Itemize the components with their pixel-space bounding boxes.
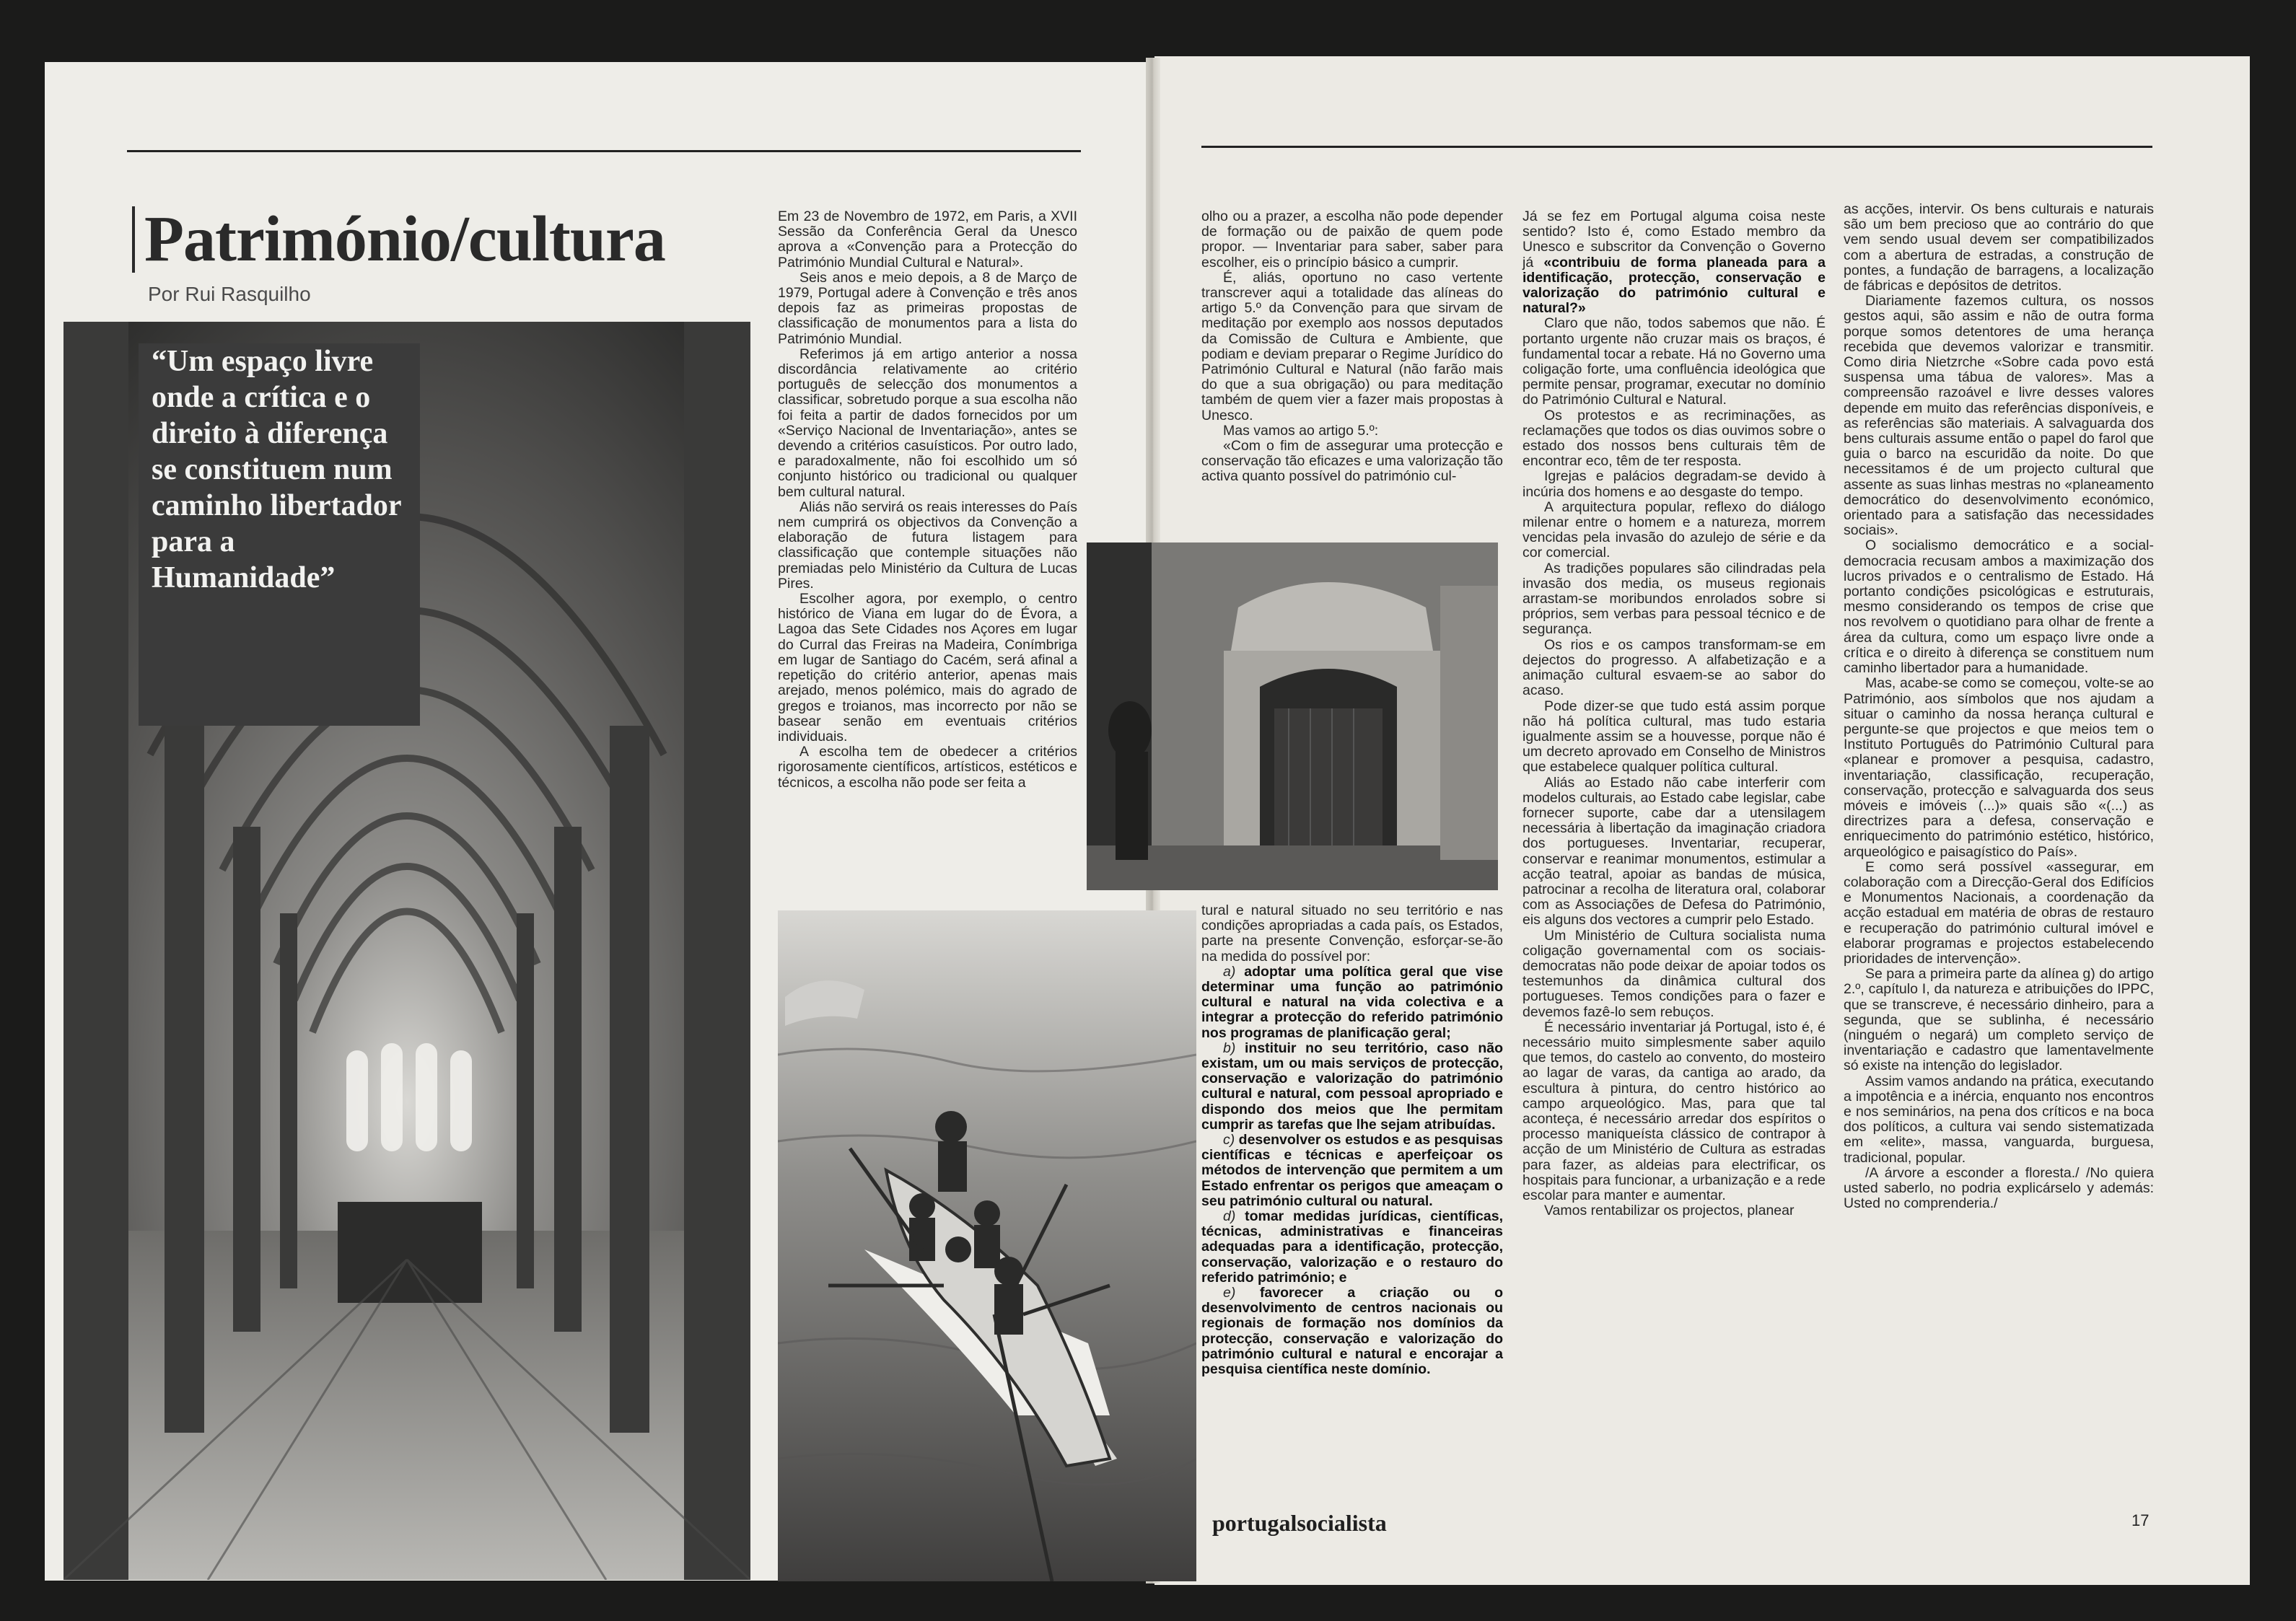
paragraph: olho ou a prazer, a escolha não pode depender de formação ou de paixão de quem pode propor. — Inventariar para saber, saber para escolher, eis o princípio básico a cumprir.: [1201, 208, 1503, 271]
article-column-1: [778, 209, 1077, 791]
article-column-4: [1844, 202, 2154, 1211]
ruined-doorway-photo: [1087, 542, 1498, 890]
paragraph: É, aliás, oportuno no caso vertente transcrever aqui a totalidade das alíneas do artigo 5.º da Convenção para que sirvam de meditação por exemplo aos nossos deputados da Comissão de Cultura e Ambiente, que podiam e deviam preparar o Regime Jurídico do Património Cultural e Natural (não farão mais do que a sua obrigação) ou para meditação também de quem vier a fazer mais propostas à Unesco.: [1201, 269, 1503, 423]
emphasis: «contribuiu de forma planeada para a identificação, protecção, conservação e valorização do património cultural e natural?»: [1522, 254, 1826, 317]
list-item: [1201, 965, 1503, 1041]
paragraph: E como será possível «assegurar, em colaboração com a Direcção-Geral dos Edifícios e Monumentos Nacionais, a coordenação da acção estadual em matéria de obras de restauro e recuperação do património cultural imóvel e elaborar programas e projectos estabelecendo prioridades de intervenção».: [1844, 858, 2154, 967]
paragraph: A arquitectura popular, reflexo do diálogo milenar entre o homem e a natureza, morrem vencidas pela invasão do azulejo de série e da cor comercial.: [1522, 498, 1826, 561]
page-title: Património/cultura: [144, 203, 665, 275]
paragraph: «Com o fim de assegurar uma protecção e conservação tão eficazes e uma valorização tão activa quanto possível do património cul-: [1201, 438, 1503, 485]
pull-quote-box: [139, 343, 420, 726]
paragraph: Se para a primeira parte da alínea g) do artigo 2.º, capítulo I, da natureza e atribuições do IPPC, que se transcreve, é necessário dinheiro, para a segunda, que se sublinha, é necessário (ninguém o negará) um completo serviço de inventariação e cadastro que lamentavelmente só existe na intenção do legislador.: [1844, 966, 2154, 1074]
article-column-2-bottom: [1201, 903, 1503, 1377]
list-item: [1201, 1133, 1503, 1209]
paragraph: Em 23 de Novembro de 1972, em Paris, a XVII Sessão da Conferência Geral da Unesco aprova a «Convenção para a Protecção do Património Mundial Cultural e Natural».: [778, 208, 1077, 271]
item-letter: a): [1223, 963, 1236, 980]
item-letter: e): [1223, 1285, 1236, 1301]
paragraph: as acções, intervir. Os bens culturais e naturais são um bem precioso que ao contrário do que vem sendo usual devem ser compatibilizados com a abertura de estradas, a construção de pontes, a fundação de barragens, a localização de fábricas e depósitos de detritos.: [1844, 201, 2154, 294]
item-letter: d): [1223, 1208, 1236, 1225]
item-letter: b): [1223, 1040, 1236, 1056]
title-accent-bar: [132, 206, 135, 273]
item-text: instituir no seu território, caso não existam, um ou mais serviços de protecção, conservação e valorização do património cultural e natural, com pessoal apropriado e dispondo dos meios que lhe permitam cumprir as tarefas que lhe sejam atribuídas.: [1201, 1040, 1503, 1133]
header-rule-left: [127, 150, 1081, 152]
article-column-3: [1522, 209, 1826, 1218]
paragraph: A escolha tem de obedecer a critérios rigorosamente científicos, artísticos, estéticos e técnicos, a escolha não pode ser feita a: [778, 744, 1077, 791]
item-text: favorecer a criação ou o desenvolvimento de centros nacionais ou regionais de formação nos domínios da protecção, conservação e valorização do património cultural e natural e encorajar a pesquisa científica neste domínio.: [1201, 1285, 1503, 1378]
item-text: desenvolver os estudos e as pesquisas científicas e técnicas e aperfeiçoar os métodos de intervenção que permitem a um Estado enfrentar os perigos que ameaçam o seu património cultural ou natural.: [1201, 1132, 1504, 1209]
paragraph-lead: Já se fez em Portugal alguma coisa neste sentido? Isto é, como Estado membro da Unesco e subscritor da Convenção o Governo já: [1522, 208, 1826, 271]
publication-logo: portugalsocialista: [1212, 1510, 1387, 1536]
byline: Por Rui Rasquilho: [148, 283, 311, 305]
paragraph: Mas, acabe-se como se começou, volte-se ao Património, aos símbolos que nos ajudam a situar o caminho da nossa herança cultural e pergunte-se que projectos e que meios tem o Instituto Português do Património Cultural para «planear e promover a pesquisa, cadastro, inventariação, classificação, recuperação, conservação, protecção e salvaguarda dos seus móveis e imóveis (...)» quais são «(...) as directrizes para a defesa, conservação e enriquecimento do património estético, histórico, arqueológico e paisagístico do País».: [1844, 675, 2154, 860]
list-item: [1201, 1209, 1503, 1286]
paragraph: Assim vamos andando na prática, executando a impotência e a inércia, enquanto nos encontros e nos seminários, na pena dos críticos e na boca dos políticos, a cultura vai sendo sistematizada em «elite», massa, vanguarda, burguesa, tradicional, popular.: [1844, 1073, 2154, 1166]
paragraph: É necessário inventariar já Portugal, isto é, é necessário muito simplesmente saber aquilo que temos, do castelo ao convento, do mosteiro ao lagar de varas, da cantiga ao arado, da escultura à pintura, do centro histórico ao campo arqueológico. Mas, para que tal aconteça, é necessário arredar dos espíritos o processo maniqueísta clássico de contrapor à acção de um Ministério de Cultura as estradas para fazer, as aldeias para electrificar, os hospitais para funcionar, a urbanização e a rede escolar para manter e aumentar.: [1522, 1019, 1826, 1203]
paragraph: Aliás não servirá os reais interesses do País nem cumprirá os objectivos da Convenção a elaboração de futura listagem para classificação que contemple situações não premiadas pelo Ministério da Cultura de Lucas Pires.: [778, 498, 1077, 592]
item-letter: c): [1223, 1132, 1235, 1148]
fishermen-boat-photo: [778, 910, 1196, 1581]
header-rule-right: [1201, 146, 2152, 148]
paragraph: Pode dizer-se que tudo está assim porque não há política cultural, mas tudo estaria igualmente assim se a houvesse, porque não é um decreto aprovado em Conselho de Ministros que estabelece qualquer política cultural.: [1522, 698, 1826, 776]
paragraph: Vamos rentabilizar os projectos, planear: [1544, 1203, 1795, 1219]
paragraph: Aliás ao Estado não cabe interferir com modelos culturais, ao Estado cabe legislar, cabe fornecer suporte, cabe dar a utensilagem necessária à libertação da imaginação criadora dos portugueses. Inventariar, recuperar, conservar e reanimar monumentos, estimular a acção teatral, apoiar as bandas de música, patrocinar a recolha de literatura oral, colaborar com as Associações de Defesa do Património, eis alguns dos vectores a cumprir pelo Estado.: [1522, 774, 1826, 928]
paragraph: Mas vamos ao artigo 5.º:: [1223, 422, 1379, 439]
paragraph: Os rios e os campos transformam-se em dejectos do progresso. A alfabetização e a animação cultural esvaem-se ao sabor do acaso.: [1522, 636, 1826, 699]
paragraph: tural e natural situado no seu território e nas condições apropriadas a cada país, os Estados, parte na presente Convenção, esforçar-se-ão na medida do possível por:: [1201, 902, 1503, 965]
paragraph: Um Ministério de Cultura socialista numa coligação governamental com os sociais-democratas não pode deixar de apoiar todos os testemunhos da dinâmica cultural dos portugueses. Temos condições para o fazer e devemos fazê-lo sem rebuços.: [1522, 927, 1826, 1020]
pull-quote-text: “Um espaço livre onde a crítica e o direito à diferença se constituem num caminho libertador para a Humanidade”: [152, 345, 401, 594]
paragraph: O socialismo democrático e a social-democracia recusam ambos a maximização dos lucros privados e o centralismo de Estado. Há portanto condições psicológicas e estruturais, mesmo considerando os tempos de crise que nos revolvem o quotidiano para olhar de frente a área da cultura, como um espaço livre onde a crítica e o direito à diferença se constituem num caminho libertador para a humanidade.: [1844, 537, 2154, 677]
paragraph: Diariamente fazemos cultura, os nossos gestos aqui, são assim e não de outra forma porque somos detentores de uma herança recebida que devemos valorizar e transmitir. Como diria Nietzrche «Sobre cada povo está suspensa uma tábua de valores». Mas a compreensão razoável e livre desses valores depende em muito das referências disponíveis, e as referências são materiais. A salvaguarda dos bens culturais assume então o papel do farol que guia o barco na escuridão da noite. Do que necessitamos é de um projecto cultural que assente as suas linhas mestras no «planeamento democrático do desenvolvimento económico, orientado para a satisfação das necessidades sociais».: [1844, 293, 2154, 539]
paragraph: Seis anos e meio depois, a 8 de Março de 1979, Portugal adere à Convenção e três anos depois faz as primeiras propostas de classificação de monumentos para a lista do Património Mundial.: [778, 269, 1077, 347]
paragraph: Referimos já em artigo anterior a nossa discordância relativamente ao critério português de selecção dos monumentos a classificar, sobretudo porque a sua escolha não foi feita a partir de dados fornecidos por um «Serviço Nacional de Inventariação», antes se devendo a critérios casuísticos. Por outro lado, e paradoxalmente, não foi escolhido um só conjunto histórico ou tradicional ou qualquer bem cultural natural.: [778, 346, 1077, 500]
article-column-2-top: [1201, 209, 1503, 485]
item-text: tomar medidas jurídicas, científicas, técnicas, administrativas e financeiras adequadas para a identificação, protecção, conservação, valorização e o restauro do referido património; e: [1201, 1208, 1503, 1286]
paragraph: [1522, 209, 1826, 316]
paragraph: Igrejas e palácios degradam-se devido à incúria dos homens e ao desgaste do tempo.: [1522, 468, 1826, 500]
item-text: adoptar uma política geral que vise determinar uma função ao património cultural e natural na vida colectiva e a integrar a protecção do referido património nos programas de planificação geral;: [1201, 963, 1503, 1041]
page-number: 17: [2131, 1511, 2150, 1529]
paragraph: /A árvore a esconder a floresta./ /No quiera usted saberlo, no podria explicárselo y además: Usted no comprenderia./: [1844, 1164, 2154, 1212]
paragraph: As tradições populares são cilindradas pela invasão dos media, os museus regionais arrastam-se moribundos enrolados sobre si próprios, sem verbas para pessoal técnico e de segurança.: [1522, 560, 1826, 638]
list-item: [1201, 1286, 1503, 1377]
paragraph: Claro que não, todos sabemos que não. É portanto urgente não cruzar mais os braços, é fundamental tocar a rebate. Há no Governo uma coligação forte, uma confluência ideológica que permite pensar, programar, executar no domínio do Património Cultural e Natural.: [1522, 315, 1826, 408]
list-item: [1201, 1041, 1503, 1133]
paragraph: Escolher agora, por exemplo, o centro histórico de Viana em lugar do de Évora, a Lagoa das Sete Cidades nos Açores em lugar do Curral das Freiras na Madeira, Conímbriga em lugar de Santiago do Cacém, será afinal a repetição do critério anterior, apenas mais arejado, menos polémico, mais do agrado de gregos e troianos, mas incorrecto por não se basear senão em eventuais critérios individuais.: [778, 591, 1077, 744]
paragraph: Os protestos e as recriminações, as reclamações que todos os dias ouvimos sobre o estado dos nossos bens culturais têm de encontrar eco, têm de ter resposta.: [1522, 407, 1826, 470]
